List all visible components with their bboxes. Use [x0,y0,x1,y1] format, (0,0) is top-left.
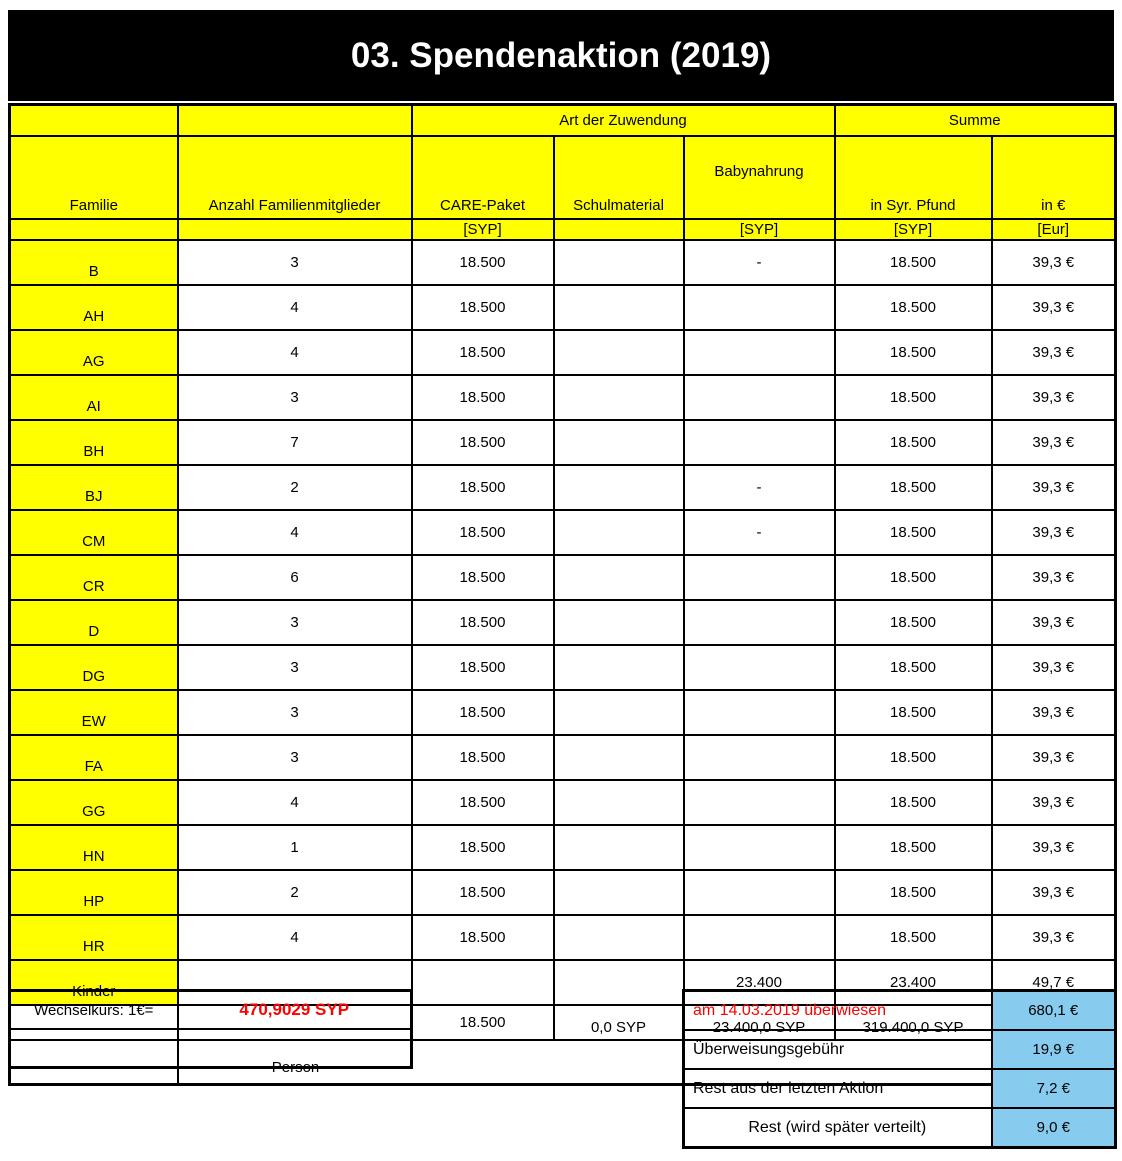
familie-cell: HP [10,870,178,915]
summe-syp-cell: 18.500 [835,600,992,645]
summe-syp-cell: 18.500 [835,825,992,870]
care-paket-cell [412,960,554,1005]
schulmaterial-cell [554,870,684,915]
familie-cell: CR [10,555,178,600]
anzahl-cell: 4 [178,330,412,375]
settlement-label: Überweisungsgebühr [684,1030,992,1069]
unit-care-paket: [SYP] [412,219,554,240]
total-schulmaterial-cell: 0,0 SYP [554,1005,684,1040]
family-row [10,780,1116,825]
anzahl-cell: 3 [178,735,412,780]
summe-eur-cell: 39,3 € [992,780,1116,825]
familie-cell: D [10,600,178,645]
anzahl-cell: 3 [178,690,412,735]
schulmaterial-cell [554,690,684,735]
family-row [10,510,1116,555]
babynahrung-cell [684,825,835,870]
anzahl-cell: 4 [178,510,412,555]
babynahrung-cell [684,555,835,600]
babynahrung-cell [684,780,835,825]
unit-eur: [Eur] [992,219,1116,240]
family-row [10,870,1116,915]
summe-syp-cell: 18.500 [835,330,992,375]
anzahl-cell: 3 [178,375,412,420]
person-label: Person [271,1059,320,1076]
summe-eur-cell: 39,3 € [992,555,1116,600]
babynahrung-cell [684,285,835,330]
schulmaterial-cell [554,825,684,870]
column-header-care-paket: CARE-Paket [412,136,554,219]
babynahrung-cell [684,735,835,780]
babynahrung-cell [684,330,835,375]
settlement-value: 680,1 € [992,991,1116,1031]
care-paket-cell: 18.500 [412,735,554,780]
summe-eur-cell: 39,3 € [992,420,1116,465]
anzahl-cell: 3 [178,600,412,645]
summe-syp-cell: 18.500 [835,285,992,330]
summe-eur-cell: 39,3 € [992,600,1116,645]
settlement-row [684,1030,1116,1069]
care-paket-cell: 18.500 [412,780,554,825]
exchange-empty-cell [10,1029,178,1068]
care-paket-cell: 18.500 [412,690,554,735]
care-paket-cell: 18.500 [412,510,554,555]
unit-spacer [178,219,412,240]
familie-cell: AI [10,375,178,420]
family-row [10,285,1116,330]
babynahrung-cell [684,645,835,690]
settlement-table [682,989,1117,1149]
column-header-eur: in € [992,136,1116,219]
babynahrung-cell: - [684,240,835,285]
familie-cell: BJ [10,465,178,510]
exchange-rate-value: 470,9029 SYP [178,991,412,1030]
babynahrung-cell [684,915,835,960]
summe-syp-cell: 18.500 [835,915,992,960]
summe-eur-cell: 39,3 € [992,735,1116,780]
babynahrung-cell [684,870,835,915]
summe-eur-cell: 39,3 € [992,240,1116,285]
anzahl-cell: 3 [178,645,412,690]
settlement-value: 9,0 € [992,1108,1116,1148]
family-row [10,330,1116,375]
schulmaterial-cell [554,960,684,1005]
exchange-empty-row [10,1029,412,1068]
familie-cell: CM [10,510,178,555]
schulmaterial-cell [554,555,684,600]
familie-cell: BH [10,420,178,465]
familie-cell: AH [10,285,178,330]
family-row [10,420,1116,465]
anzahl-cell: 3 [178,240,412,285]
care-paket-cell: 18.500 [412,420,554,465]
summe-eur-cell: 49,7 € [992,960,1116,1005]
familie-cell: Kinder [10,960,178,1005]
schulmaterial-cell [554,285,684,330]
column-header-syr-pfund: in Syr. Pfund [835,136,992,219]
column-header-anzahl: Anzahl Familienmitglieder [178,136,412,219]
column-header-schulmaterial: Schulmaterial [554,136,684,219]
care-paket-cell: 18.500 [412,330,554,375]
familie-cell: HN [10,825,178,870]
care-paket-cell: 18.500 [412,240,554,285]
header-spacer [178,105,412,137]
settlement-value: 19,9 € [992,1030,1116,1069]
unit-schulmaterial [554,219,684,240]
summe-syp-cell: 18.500 [835,555,992,600]
unit-row [10,219,1116,240]
summe-eur-cell: 39,3 € [992,330,1116,375]
schulmaterial-cell [554,600,684,645]
schulmaterial-cell [554,375,684,420]
schulmaterial-cell [554,735,684,780]
total-syr-pfund-cell: 319.400,0 SYP [835,1005,992,1040]
settlement-value: 7,2 € [992,1069,1116,1108]
column-header-row [10,136,1116,219]
summe-eur-cell: 39,3 € [992,870,1116,915]
unit-babynahrung: [SYP] [684,219,835,240]
care-paket-cell: 18.500 [412,600,554,645]
family-row [10,555,1116,600]
schulmaterial-cell [554,645,684,690]
anzahl-cell: 4 [178,915,412,960]
settlement-body [684,991,1116,1148]
summe-eur-cell: 39,3 € [992,375,1116,420]
summe-eur-cell: 39,3 € [992,690,1116,735]
care-paket-cell: 18.500 [412,285,554,330]
summe-eur-cell: 39,3 € [992,285,1116,330]
familie-cell: GG [10,780,178,825]
familie-cell: EW [10,690,178,735]
summe-syp-cell: 18.500 [835,375,992,420]
settlement-label: Rest aus der letzten Aktion [684,1069,992,1108]
header-spacer [10,105,178,137]
babynahrung-cell [684,600,835,645]
total-babynahrung-cell: 23.400,0 SYP [684,1005,835,1040]
babynahrung-cell: - [684,510,835,555]
schulmaterial-cell [554,510,684,555]
schulmaterial-cell [554,465,684,510]
care-paket-cell: 18.500 [412,555,554,600]
schulmaterial-cell [554,420,684,465]
anzahl-cell: 7 [178,420,412,465]
family-row [10,915,1116,960]
settlement-row [684,991,1116,1031]
summe-syp-cell: 18.500 [835,735,992,780]
family-row [10,465,1116,510]
group-header-art-der-zuwendung: Art der Zuwendung [412,105,835,137]
babynahrung-cell: - [684,465,835,510]
familie-cell: DG [10,645,178,690]
summe-syp-cell: 23.400 [835,960,992,1005]
anzahl-cell: 4 [178,285,412,330]
familie-cell: HR [10,915,178,960]
summe-eur-cell: 39,3 € [992,510,1116,555]
exchange-rate-label: Wechselkurs: 1€= [10,991,178,1030]
settlement-row [684,1108,1116,1148]
title-bar [8,10,1114,101]
summe-syp-cell: 18.500 [835,870,992,915]
care-paket-cell: 18.500 [412,915,554,960]
babynahrung-cell [684,420,835,465]
anzahl-cell: 2 [178,465,412,510]
care-paket-cell: 18.500 [412,375,554,420]
donation-table [8,103,1117,1086]
family-row [10,735,1116,780]
summe-syp-cell: 18.500 [835,645,992,690]
summe-syp-cell: 18.500 [835,780,992,825]
care-paket-cell: 18.500 [412,465,554,510]
schulmaterial-cell [554,240,684,285]
summe-syp-cell: 18.500 [835,465,992,510]
summe-syp-cell: 18.500 [835,690,992,735]
family-rows [10,240,1116,1005]
unit-syr-pfund: [SYP] [835,219,992,240]
unit-spacer [10,219,178,240]
column-header-familie: Familie [10,136,178,219]
babynahrung-cell [684,375,835,420]
care-paket-cell: 18.500 [412,645,554,690]
family-row [10,645,1116,690]
settlement-row [684,1069,1116,1108]
anzahl-cell: 1 [178,825,412,870]
family-row [10,375,1116,420]
familie-cell: B [10,240,178,285]
group-header-summe: Summe [835,105,1116,137]
anzahl-cell: 6 [178,555,412,600]
summe-syp-cell: 18.500 [835,240,992,285]
page-title: 03. Spendenaktion (2019) [350,35,772,75]
anzahl-cell: 4 [178,780,412,825]
anzahl-cell: 2 [178,870,412,915]
summe-eur-cell: 39,3 € [992,645,1116,690]
settlement-label: Rest (wird später verteilt) [684,1108,992,1148]
header-group-row [10,105,1116,137]
care-paket-cell: 18.500 [412,825,554,870]
family-row [10,600,1116,645]
settlement-label: am 14.03.2019 überwiesen [684,991,992,1031]
schulmaterial-cell [554,330,684,375]
exchange-rate-box [8,989,413,1069]
family-row [10,825,1116,870]
familie-cell: AG [10,330,178,375]
exchange-empty-cell [178,1029,412,1068]
schulmaterial-cell [554,780,684,825]
summe-eur-cell: 39,3 € [992,465,1116,510]
babynahrung-cell: 23.400 [684,960,835,1005]
total-care-paket-cell: 18.500 [412,1005,554,1040]
summe-eur-cell: 39,3 € [992,915,1116,960]
summe-syp-cell: 18.500 [835,510,992,555]
exchange-rate-row [10,991,412,1030]
familie-cell: FA [10,735,178,780]
schulmaterial-cell [554,915,684,960]
summe-eur-cell: 39,3 € [992,825,1116,870]
family-row [10,240,1116,285]
summe-syp-cell: 18.500 [835,420,992,465]
column-header-babynahrung: Babynahrung [684,136,835,219]
care-paket-cell: 18.500 [412,870,554,915]
family-row [10,690,1116,735]
babynahrung-cell [684,690,835,735]
